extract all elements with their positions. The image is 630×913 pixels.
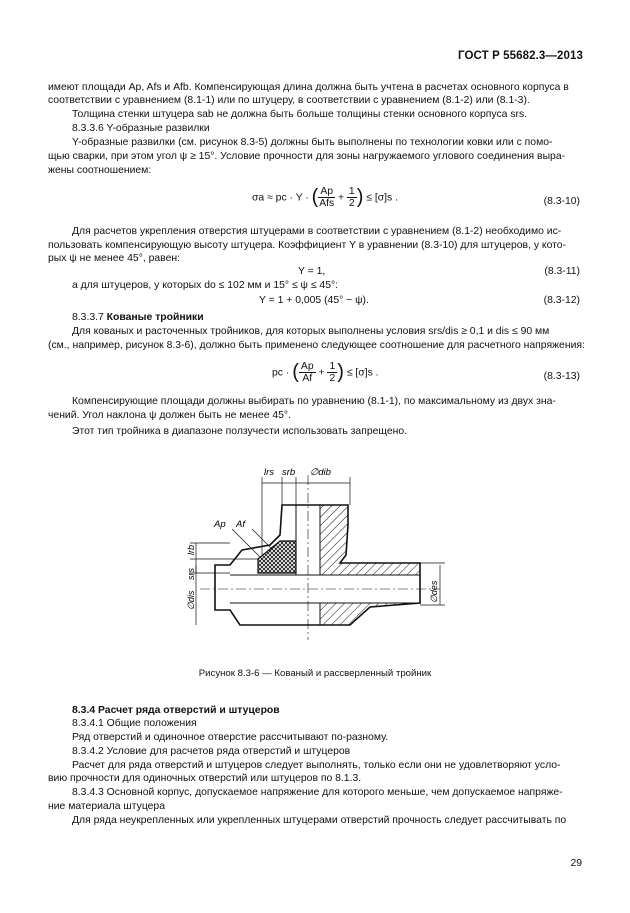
- eq1-half: $\frac{1}{2}$: [348, 186, 355, 209]
- section-heading: 8.3.4.1 Общие положения: [72, 718, 197, 729]
- paragraph-line: Для расчетов укрепления отверстия штуцерами в соответствии с уравнением (8.1-2) необходимо ис-: [72, 226, 562, 237]
- dim-label-lrb: lrb: [186, 544, 196, 555]
- paragraph-line: Y-образные развилки (см. рисунок 8.3-5) должны быть выполнены по технологии ковки или с помо-: [72, 137, 553, 148]
- dim-label-lrs: lrs: [264, 467, 275, 478]
- paragraph-line: Ряд отверстий и одиночное отверстие рассчитывают по-разному.: [72, 732, 389, 743]
- eq1-rhs: ≤ [σ]s .: [366, 192, 399, 204]
- section-heading: 8.3.4.2 Условие для расчетов ряда отверстий и штуцеров: [72, 746, 351, 757]
- paragraph-line: 8.3.4.3 Основной корпус, допускаемое напряжение для которого меньше, чем допускаемое напряже-: [72, 787, 563, 798]
- paragraph-line: соответствии с уравнением (8.1-1) или по штуцеру, в соответствии с уравнением (8.1-2) или (8.1-3).: [48, 95, 530, 106]
- dim-label-srb: srb: [282, 467, 296, 478]
- dim-label-dis: ∅dis: [186, 590, 196, 610]
- area-label-af: Af: [236, 519, 245, 530]
- paragraph-line: Для кованых и расточенных тройников, для которых выполнены условия srs/dis ≥ 0,1 и dis ≤ 90 мм: [72, 326, 550, 337]
- eq1-lhs: σa ≈ pc · Y ·: [252, 192, 309, 204]
- paragraph-line: пользовать компенсирующую высоту штуцера. Коэффициент Y в уравнении (8.3-10) для штуцеров, у кото-: [48, 240, 567, 251]
- tee-section-hatch: [320, 505, 420, 575]
- dim-label-srs: srs: [186, 568, 196, 580]
- paragraph-line: чений. Угол наклона ψ должен быть не менее 45°.: [48, 410, 291, 421]
- paragraph-line: Компенсирующие площади должны выбирать по уравнению (8.1-1), по максимальному из двух зна-: [72, 396, 556, 407]
- section-heading: 8.3.4 Расчет ряда отверстий и штуцеров: [72, 705, 280, 716]
- eq4-half: $\frac{1}{2}$: [329, 361, 336, 384]
- equation-number: (8.3-11): [544, 266, 580, 277]
- equation-8-3-13: pc · ( $\frac{Ap}{Af}$ + $\frac{1}{2}$ ) ≤ [σ]s .: [272, 361, 379, 384]
- paragraph-line: Этот тип тройника в диапазоне ползучести использовать запрещено.: [72, 426, 408, 437]
- paragraph-line: Для ряда неукрепленных или укрепленных штуцерами отверстий прочность следует рассчитывать по: [72, 815, 567, 826]
- paragraph-line: Расчет для ряда отверстий и штуцеров следует выполнять, только если они не удовлетворяют усло-: [72, 760, 561, 771]
- paragraph-line: рых ψ не менее 45°, равен:: [48, 253, 180, 264]
- paragraph-line: (см., например, рисунок 8.3-6), должно быть применено следующее соотношение для расчетного напряжения:: [48, 340, 585, 351]
- paragraph-line: ние материала штуцера: [48, 801, 165, 812]
- equation-8-3-12: Y = 1 + 0,005 (45° − ψ).: [259, 295, 369, 306]
- section-heading: 8.3.3.7 Кованые тройники: [72, 312, 204, 323]
- equation-8-3-11: Y = 1,: [298, 266, 326, 277]
- equation-number: (8.3-12): [543, 295, 580, 306]
- equation-8-3-10: σa ≈ pc · Y · ( $\frac{Ap}{\text{Afs}}$ + $\frac{1}{2}$ ) ≤ [σ]s .: [252, 186, 399, 209]
- paragraph-line: Толщина стенки штуцера sab не должна быть больше толщины стенки основного корпуса srs.: [72, 109, 528, 120]
- dim-label-des: ∅des: [429, 580, 439, 603]
- equation-number: (8.3-13): [543, 371, 580, 382]
- eq1-fraction: $\frac{Ap}{\text{Afs}}$: [319, 186, 335, 209]
- eq4-fraction: $\frac{Ap}{Af}$: [300, 361, 314, 384]
- paragraph-line: жены соотношением:: [48, 165, 152, 176]
- page-number: 29: [570, 858, 582, 869]
- paragraph-line: а для штуцеров, у которых do ≤ 102 мм и 15° ≤ ψ ≤ 45°:: [72, 280, 339, 291]
- document-header: ГОСТ Р 55682.3—2013: [458, 50, 583, 62]
- figure-caption: Рисунок 8.3-6 — Кованый и рассверленный тройник: [198, 668, 432, 679]
- paragraph-line: имеют площади Ap, Afs и Afb. Компенсирующая длина должна быть учтена в расчетах основного корпуса в: [48, 82, 569, 93]
- area-label-ap: Ap: [214, 519, 226, 530]
- dim-label-dib: ∅dib: [310, 467, 331, 478]
- paragraph-line: вию прочности для одиночных отверстий или штуцеров по 8.1.3.: [48, 773, 362, 784]
- tee-section-hatch-lower: [320, 603, 420, 625]
- equation-number: (8.3-10): [543, 196, 580, 207]
- section-heading: 8.3.3.6 Y-образные развилки: [72, 123, 210, 134]
- paragraph-line: щью сварки, при этом угол ψ ≥ 15°. Условие прочности для зоны нагружаемого углового соединения выра-: [48, 151, 566, 162]
- forged-tee-drawing: [170, 455, 460, 660]
